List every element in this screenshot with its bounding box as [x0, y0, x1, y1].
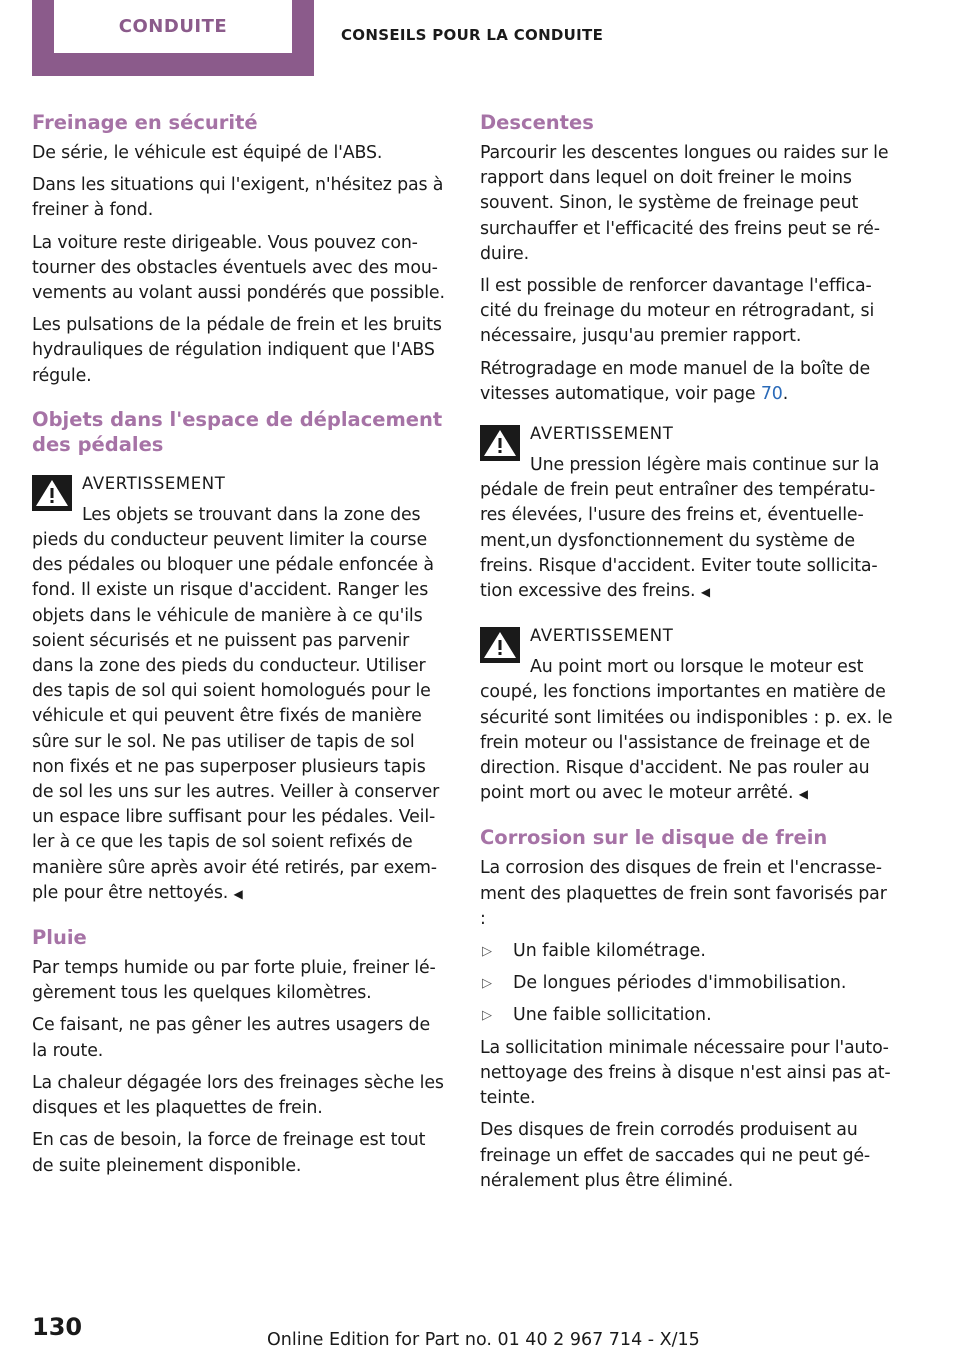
paragraph: Des disques de frein corrodés produisent au freinage un effet de saccades qui ne peut gé‐néralement plus être éliminé. [480, 1120, 871, 1191]
left-column [32, 110, 448, 1186]
bullet-icon: ▷ [482, 976, 492, 992]
list-item-text: De longues périodes d'immobilisation. [513, 973, 847, 994]
paragraph: Parcourir les descentes longues ou raides sur le rapport dans lequel on doit freiner le moins souvent. Sinon, le système de freinage peut surchauffer et l'efficacité des freins peut se ré‐duire. [480, 143, 889, 264]
warning-title: AVERTISSEMENT [530, 424, 674, 444]
paragraph: La chaleur dégagée lors des freinages sèche les disques et les plaquettes de frein. [32, 1072, 444, 1119]
paragraph: En cas de besoin, la force de freinage est tout de suite pleinement disponible. [32, 1130, 426, 1176]
heading-descentes: Descentes [480, 111, 594, 134]
warning-box [480, 623, 896, 807]
paragraph: Dans les situations qui l'exigent, n'hésitez pas à freiner à fond. [32, 175, 444, 221]
chapter-tab-label: CONDUITE [54, 0, 292, 53]
bullet-icon: ▷ [482, 1008, 492, 1024]
heading-freinage: Freinage en sécurité [32, 111, 258, 134]
warning-triangle-icon [480, 627, 520, 663]
list-item [480, 971, 896, 996]
end-mark: ◀ [700, 585, 710, 600]
paragraph: Les pulsations de la pédale de frein et les bruits hydrauliques de régulation indiquent que l'ABS régule. [32, 315, 442, 386]
paragraph: La voiture reste dirigeable. Vous pouvez con‐tourner des obstacles éventuels avec des mou‐vements au volant aussi pondérés que possible. [32, 232, 445, 304]
edition-text: Online Edition for Part no. 01 40 2 967 714 - X/15 [267, 1330, 700, 1350]
paragraph: De série, le véhicule est équipé de l'ABS. [32, 143, 383, 163]
bullet-list [480, 939, 896, 1029]
paragraph: La sollicitation minimale nécessaire pour l'auto‐nettoyage des freins à disque n'est ainsi pas at‐teinte. [480, 1037, 891, 1109]
warning-title: AVERTISSEMENT [82, 473, 226, 493]
paragraph: Ce faisant, ne pas gêner les autres usagers de la route. [32, 1015, 430, 1061]
paragraph-text: Rétrogradage en mode manuel de la boîte de vitesses automatique, voir page [480, 358, 871, 404]
warning-triangle-icon [480, 425, 520, 461]
warning-body [480, 655, 896, 807]
heading-pluie: Pluie [32, 926, 87, 950]
end-mark: ◀ [233, 886, 243, 901]
chapter-tab[interactable] [32, 0, 314, 76]
warning-text: Une pression légère mais continue sur la pédale de frein peut entraîner des températu‐res élevées, l'usure des freins et, éventuelle‐ment,un dysfonctionnement du système de freins. Risque d'accident. Eviter toute sollicita‐tion excessive des freins. [480, 455, 880, 602]
list-item-text: Une faible sollicitation. [513, 1005, 712, 1026]
list-item [480, 939, 896, 964]
page-number: 130 [32, 1313, 83, 1341]
paragraph: La corrosion des disques de frein et l'encrasse‐ment des plaquettes de frein sont favorisés par : [480, 858, 887, 929]
end-mark: ◀ [798, 787, 808, 802]
paragraph [480, 357, 896, 407]
heading-objets: Objets dans l'espace de déplacement des pédales [32, 407, 443, 456]
warning-title: AVERTISSEMENT [530, 626, 674, 646]
warning-body [32, 503, 448, 907]
warning-body [480, 453, 896, 605]
warning-text: Au point mort ou lorsque le moteur est coupé, les fonctions importantes en matière de sécurité sont limitées ou indisponibles : p. ex. le frein moteur ou l'assistance de freinage et de direction. Risque d'accident. Ne pas rouler au point mort ou avec le moteur arrêté. [480, 657, 893, 804]
warning-triangle-icon [32, 475, 72, 511]
paragraph: Il est possible de renforcer davantage l'effica‐cité du freinage du moteur en rétrogradant, si nécessaire, jusqu'au premier rapport. [480, 276, 875, 347]
bullet-icon: ▷ [482, 944, 492, 960]
warning-box [480, 421, 896, 605]
heading-corrosion: Corrosion sur le disque de frein [480, 826, 828, 850]
page-link[interactable]: 70 [760, 383, 783, 404]
list-item [480, 1003, 896, 1028]
right-column [480, 110, 896, 1201]
paragraph-end: . [782, 383, 789, 404]
warning-text: Les objets se trouvant dans la zone des pieds du conducteur peuvent limiter la course des pédales ou bloquer une pédale enfoncée à fond. Il existe un risque d'accident. Ranger les objets dans le véhicule de manière à ce qu'ils soient sécurisés et ne puissent pas parvenir dans la zone des pieds du conducteur. Utiliser des tapis de sol qui soient homologués pour le véhicule et qui peuvent être fixés de manière sûre sur le sol. Ne pas utiliser de tapis de sol non fixés et ne pas superposer plusieurs tapis de sol les uns sur les autres. Veiller à conserver un espace libre suffisant pour les pédales. Veil‐ler à ce que les tapis de sol soient refixés de manière sûre après avoir été retirés, par exem‐ple pour être nettoyés. [32, 504, 440, 903]
list-item-text: Un faible kilométrage. [513, 941, 706, 962]
section-title: CONSEILS POUR LA CONDUITE [341, 26, 604, 44]
warning-box [32, 471, 448, 907]
paragraph: Par temps humide ou par forte pluie, freiner lé‐gèrement tous les quelques kilomètres. [32, 958, 436, 1004]
